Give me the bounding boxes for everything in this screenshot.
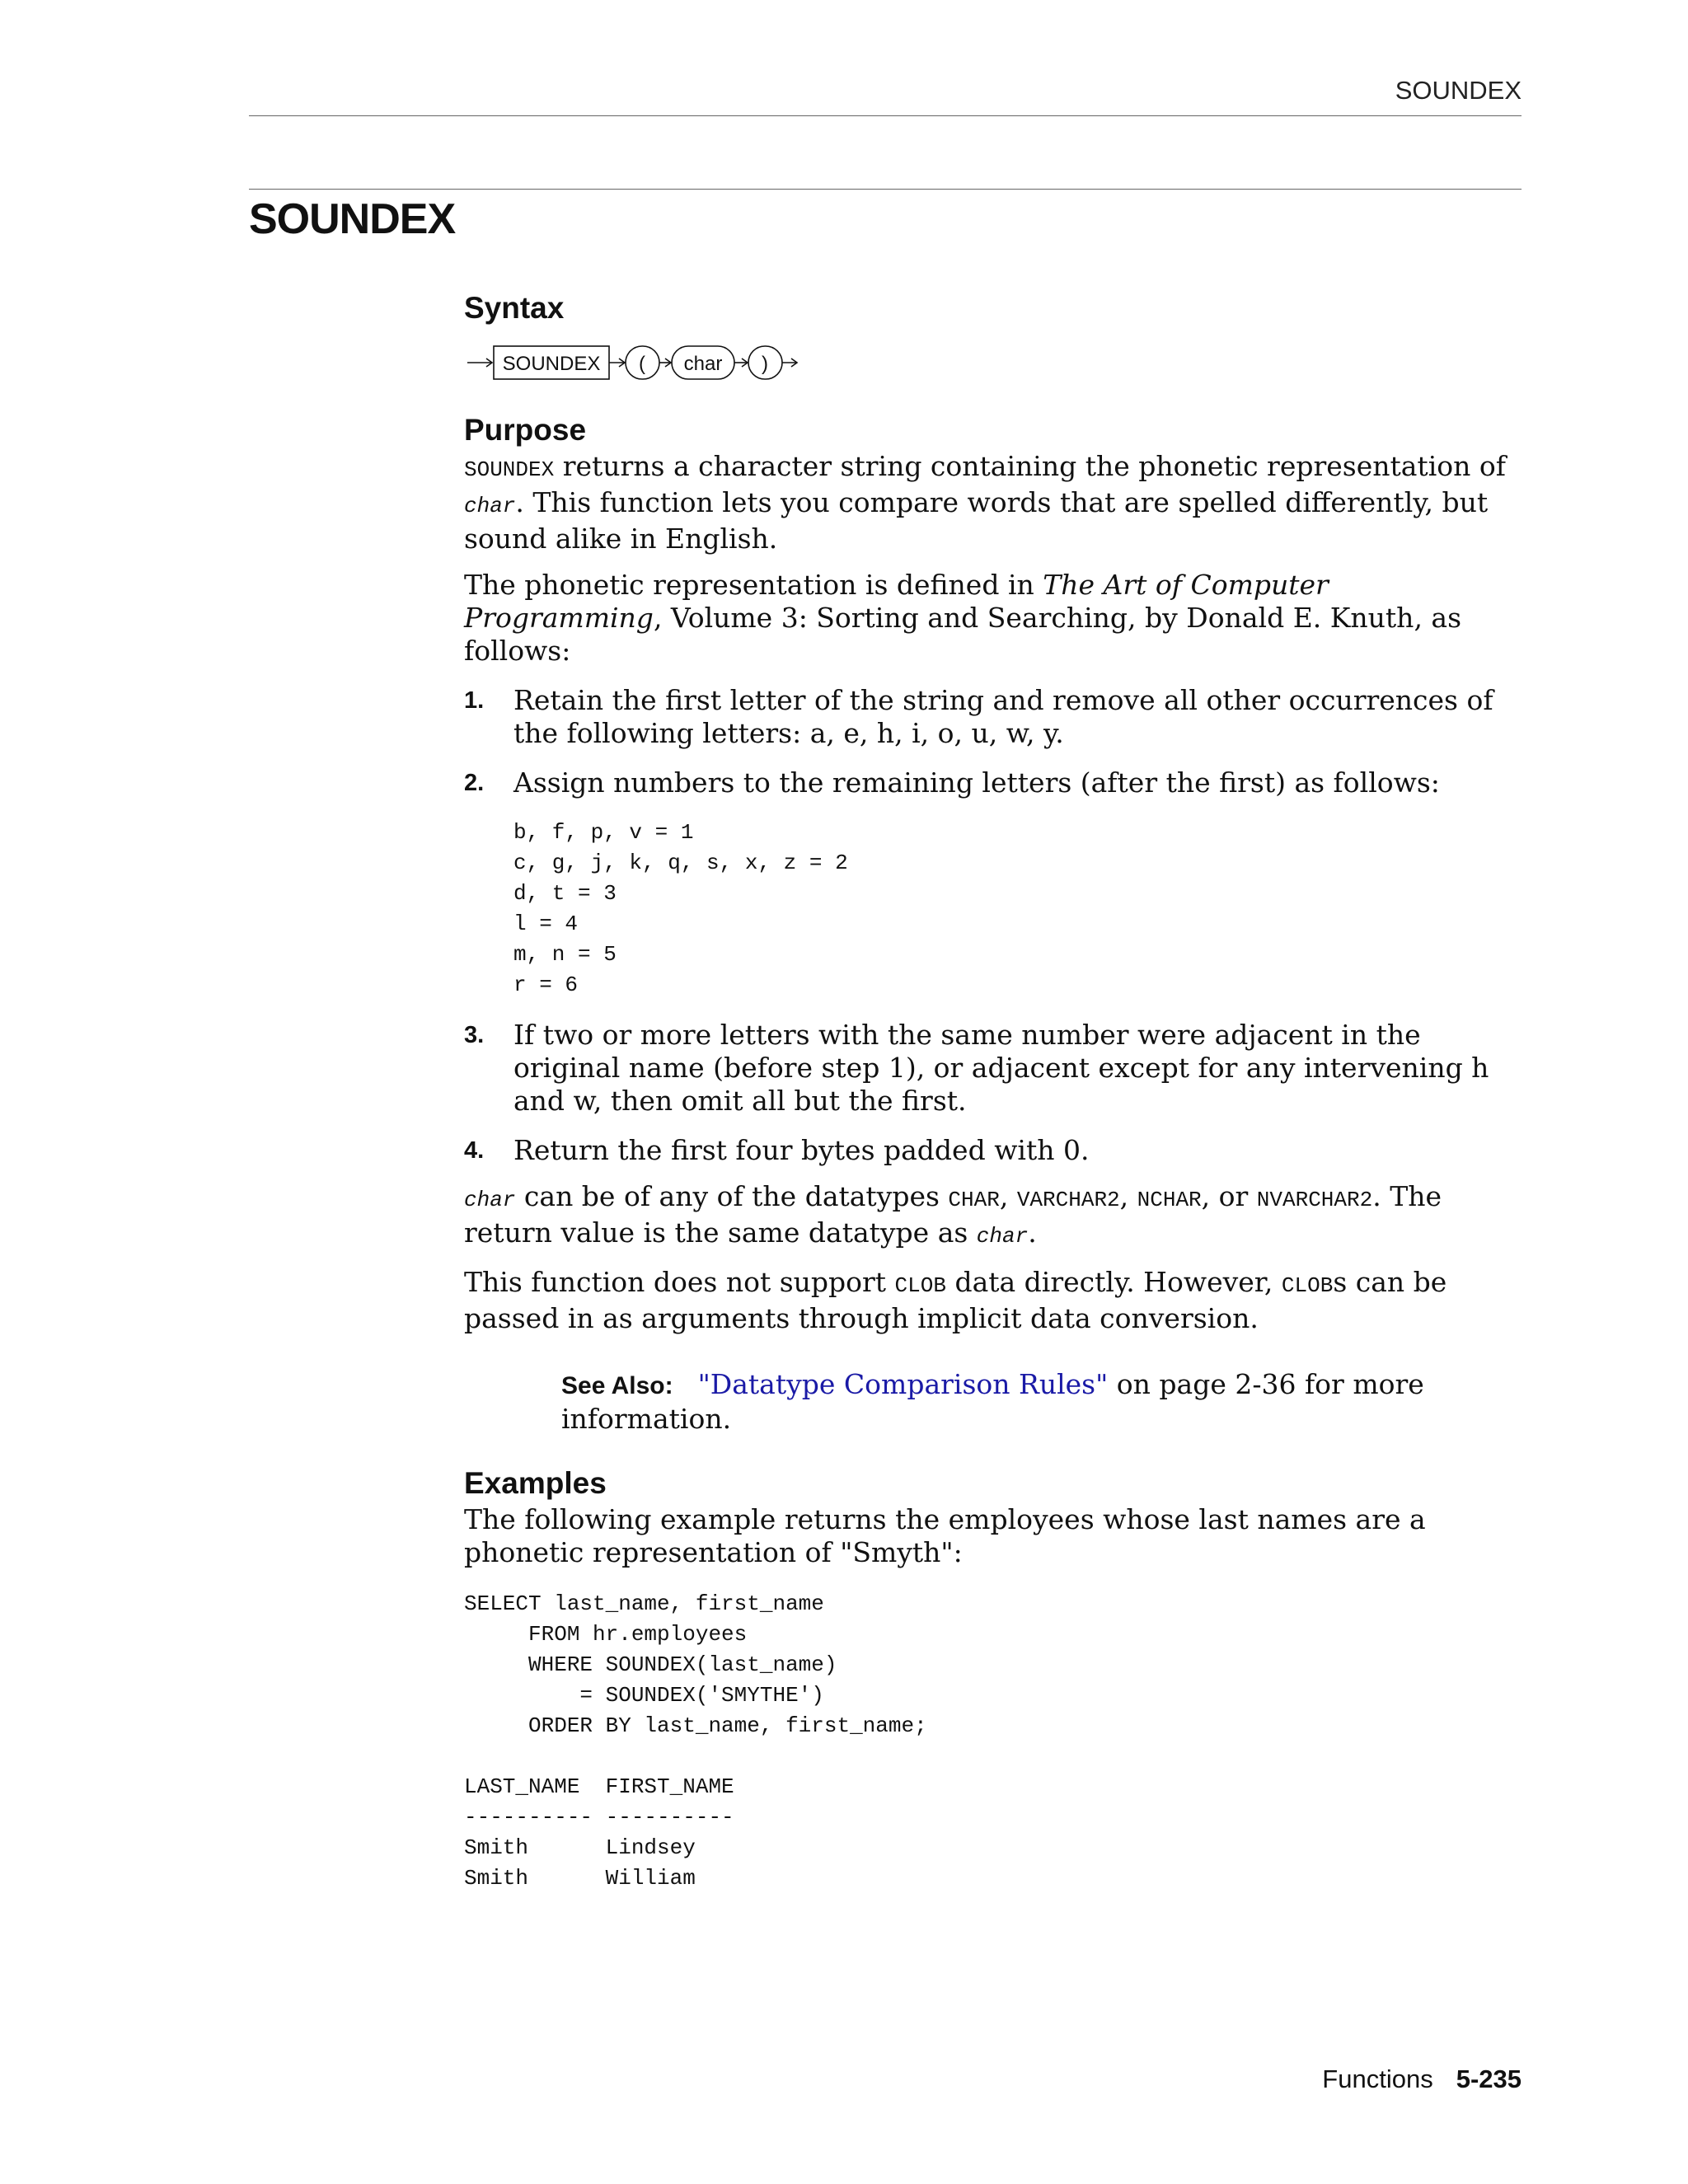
step-number: 3.: [464, 1022, 485, 1048]
example-result-block: LAST_NAME FIRST_NAME ---------- ---------- Smith Lindsey Smith William: [464, 1774, 734, 1891]
text: s can be passed in as arguments through implicit data conversion.: [464, 1266, 1447, 1334]
page-number: 5-235: [1456, 2064, 1522, 2093]
inline-code: VARCHAR2: [1016, 1188, 1120, 1212]
text: This function does not support: [464, 1266, 895, 1298]
main-content: [464, 288, 1522, 1894]
examples-intro: The following example returns the employees whose last names are a phonetic representation of "Smyth":: [464, 1503, 1426, 1568]
syntax-open-paren: (: [639, 353, 645, 375]
list-item: [464, 1019, 1522, 1118]
datatypes-paragraph: [464, 1180, 1522, 1253]
inline-argument: char: [464, 494, 516, 518]
step-text: If two or more letters with the same number were adjacent in the original name (before step 1), or adjacent except for any intervening h and w, then omit all but the first.: [513, 1019, 1489, 1117]
datatype-comparison-rules-link[interactable]: "Datatype Comparison Rules": [697, 1368, 1109, 1400]
book-title: The Art of Computer Programming: [464, 569, 1329, 634]
purpose-heading: Purpose: [464, 413, 587, 447]
number-map-code: b, f, p, v = 1 c, g, j, k, q, s, x, z = 2 d, t = 3 l = 4 m, n = 5 r = 6: [513, 820, 848, 997]
running-head: SOUNDEX: [1395, 76, 1522, 105]
inline-code: NCHAR: [1137, 1188, 1202, 1212]
syntax-argument: char: [683, 353, 723, 375]
text: returns a character string containing the phonetic representation of: [554, 450, 1506, 482]
clob-paragraph: [464, 1266, 1522, 1335]
text: ,: [1119, 1180, 1137, 1212]
list-item: [464, 766, 1522, 1001]
example-code-block: SELECT last_name, first_name FROM hr.employees WHERE SOUNDEX(last_name) = SOUNDEX('SMYTHE') ORDER BY last_name, first_name;: [464, 1591, 927, 1738]
inline-code: CHAR: [948, 1188, 1000, 1212]
step-number: 4.: [464, 1137, 485, 1164]
syntax-keyword: SOUNDEX: [502, 353, 601, 375]
title-rule: [249, 189, 1522, 190]
text: , or: [1201, 1180, 1257, 1212]
step-text: Assign numbers to the remaining letters (after the first) as follows:: [513, 766, 1440, 799]
text: data directly. However,: [945, 1266, 1282, 1298]
list-item: [464, 1134, 1522, 1167]
footer-section: Functions: [1322, 2064, 1433, 2093]
text: .: [1028, 1216, 1037, 1249]
step-text: Return the first four bytes padded with 0.: [513, 1134, 1090, 1166]
syntax-diagram: [464, 338, 827, 387]
inline-code: CLOB: [1281, 1273, 1334, 1298]
page-title: SOUNDEX: [249, 195, 456, 243]
purpose-paragraph-1: [464, 450, 1522, 555]
step-number: 1.: [464, 687, 485, 714]
page-footer: [1322, 2064, 1522, 2094]
inline-code: SOUNDEX: [464, 457, 555, 482]
text: The phonetic representation is defined in: [464, 569, 1043, 601]
step-number: 2.: [464, 770, 485, 796]
examples-heading: Examples: [464, 1466, 607, 1500]
text: . The return value is the same datatype as: [464, 1180, 1442, 1249]
inline-argument: char: [976, 1224, 1029, 1249]
syntax-close-paren: ): [762, 353, 768, 375]
text: can be of any of the datatypes: [515, 1180, 949, 1212]
inline-code: NVARCHAR2: [1256, 1188, 1373, 1212]
step-text: Retain the first letter of the string and remove all other occurrences of the following letters: a, e, h, i, o, u, w, y.: [513, 684, 1493, 749]
syntax-heading: Syntax: [464, 291, 565, 325]
text: . This function lets you compare words that are spelled differently, but sound alike in English.: [464, 486, 1489, 555]
list-item: [464, 684, 1522, 750]
inline-code: CLOB: [894, 1273, 946, 1298]
see-also-label: See Also:: [561, 1372, 673, 1399]
text: on page 2-36 for more information.: [561, 1368, 1424, 1435]
steps-list: [464, 684, 1522, 1167]
text: ,: [999, 1180, 1017, 1212]
inline-argument: char: [464, 1188, 516, 1212]
header-rule: [249, 115, 1522, 116]
purpose-paragraph-2: [464, 569, 1522, 668]
text: , Volume 3: Sorting and Searching, by Donald E. Knuth, as follows:: [464, 602, 1462, 667]
see-also-note: [561, 1368, 1522, 1436]
